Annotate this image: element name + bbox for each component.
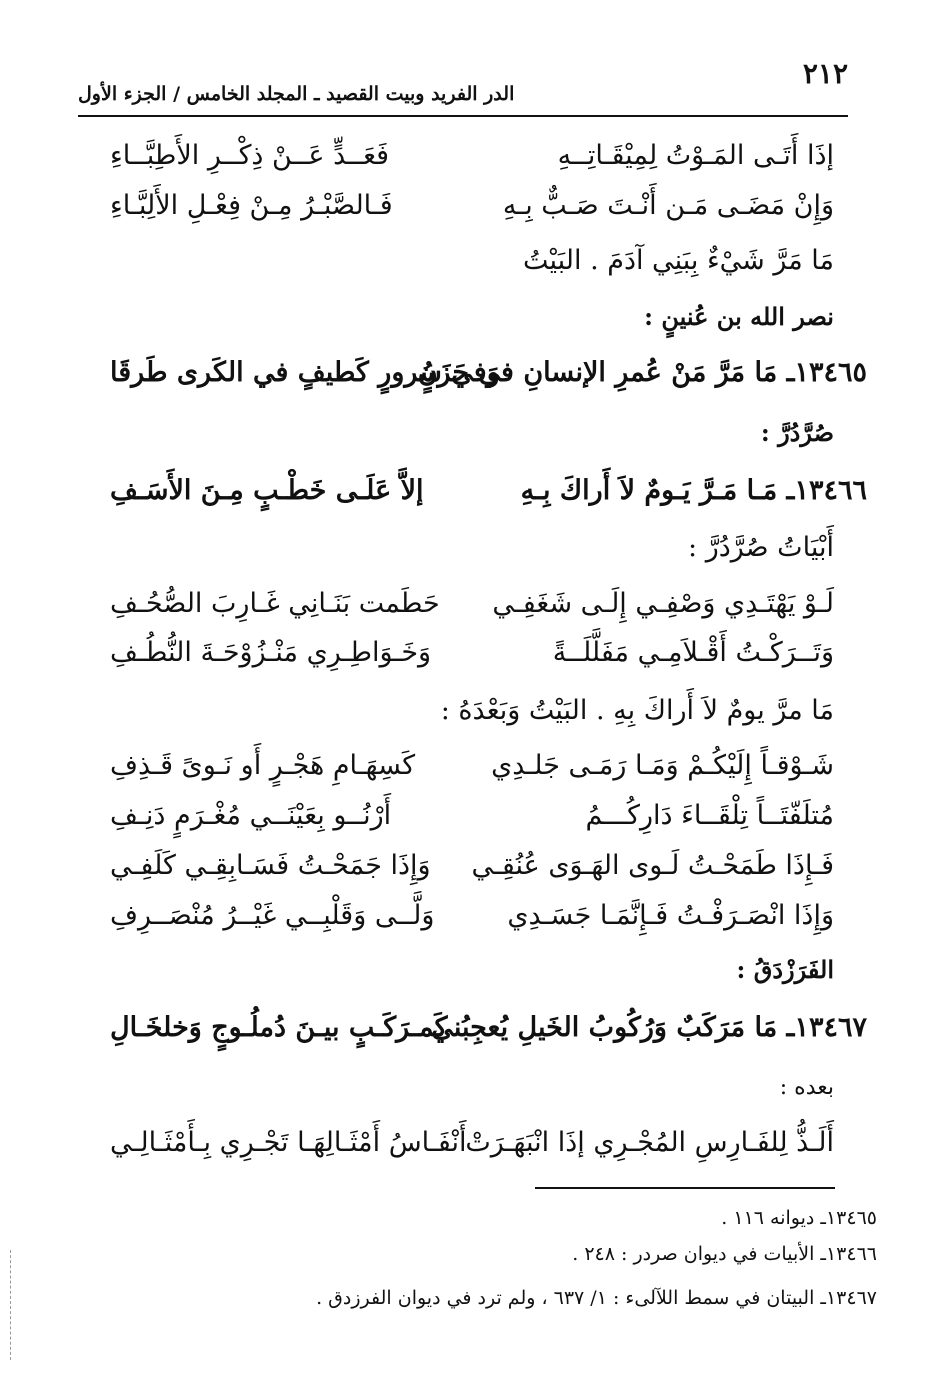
baadahu-label: بعده : <box>779 1075 834 1100</box>
baad-3-right: فَـإِذَا طَمَحْـتُ لَـوى الهَـوَى عُنُقِـي <box>471 850 834 881</box>
verse-3-line: مَا مَرَّ شَيْءٌ بِبَنِي آدَمَ . البَيْتُ <box>522 245 834 276</box>
verse-13466-right: ١٣٤٦٦ـ مَـا مَـرَّ يَـومٌ لاَ أَراكَ بِـهِ <box>520 475 867 506</box>
verse-13465-right: ١٣٤٦٥ـ مَا مَرَّ مَنْ عُمرِ الإنسانِ في حَزَنٍ <box>417 357 867 388</box>
verse-13467-right: ١٣٤٦٧ـ مَا مَرَكَبٌ وَرُكُوبُ الخَيلِ يُعجِبُني <box>431 1012 867 1043</box>
abyat-2-left: وَخَـوَاطِـرِي مَنْـزُوْحَـةَ النُّطُـفِ <box>110 637 432 668</box>
verse-1-right: إذَا أَتَـى المَـوْتُ لِمِيْقَـاتِــهِ <box>557 140 834 171</box>
baad-1-left: كَسِهَـامِ هَجْـرٍ أَو نَـوىً قَـذِفِ <box>110 750 416 781</box>
baad-1-right: شَـوْقـاً إِلَيْكُـمْ وَمَـا رَمَـى جَلـدِي <box>491 750 834 781</box>
footnote-13465: ١٣٤٦٥ـ ديوانه ١١٦ . <box>721 1207 877 1229</box>
page-number: ٢١٢ <box>802 57 848 90</box>
poet-heading-3: الفَرَزْدَقُ : <box>736 955 834 984</box>
page-header <box>78 55 848 117</box>
running-title: الدر الفريد وبيت القصيد ـ المجلد الخامس / الجزء الأول <box>78 83 515 105</box>
footnote-divider <box>535 1187 835 1189</box>
last-verse-left: أَنْفَـاسُ أَمْثَـالِهَـا تَجْـرِي بِـأَمْثَـالِـي <box>110 1127 467 1158</box>
abyat-2-right: وَتَــرَكْـتُ أَقْـلاَمِـي مَفَلَّلَــةً <box>552 637 834 668</box>
verse-13467-left: كَمـرَكَـبٍ بيـنَ دُملُـوجٍ وَخلخَـالِ <box>110 1012 448 1043</box>
baad-4-left: وَلَّــى وَقَلْبِــي غَيْــرُ مُنْصَــرِفِ <box>110 900 435 931</box>
verse-2-left: فَـالصَّبْـرُ مِـنْ فِعْـلِ الأَلِبَّـاءِ <box>110 190 393 221</box>
poet-heading-1: نصر الله بن عُنينٍ : <box>644 302 834 331</box>
abyat-intro: أَبْيَاتُ صُرَّدُرَّ : <box>688 532 834 563</box>
verse-13465-left: وَفي سُرورٍ كَطيفٍ في الكَرى طَرقَا <box>110 357 500 388</box>
verse-1-left: فَعَــدٍّ عَــنْ ذِكْــرِ الأَطِبَّــاءِ <box>110 140 390 171</box>
baad-2-left: أَرْنُــو بِعَيْنَــي مُغْـرَمٍ دَنِـفِ <box>110 800 392 831</box>
poet-heading-2: صُرَّدُرَّ : <box>760 418 834 447</box>
baad-4-right: وَإِذَا انْصَـرَفْـتُ فَـإِنَّمَـا جَسَـدِي <box>507 900 834 931</box>
footnote-13467: ١٣٤٦٧ـ البيتان في سمط اللآلىء : ١/ ٦٣٧ ، ولم ترد في ديوان الفرزدق . <box>316 1287 877 1309</box>
abyat-1-right: لَـوْ يَهْتَـدِي وَصْفِـي إِلَـى شَغَفِـي <box>492 588 834 619</box>
baad-2-right: مُتلَفّتَــاً تِلْقَــاءَ دَارِكُـــمُ <box>585 800 834 831</box>
footnote-13466: ١٣٤٦٦ـ الأبيات في ديوان صردر : ٢٤٨ . <box>572 1243 877 1265</box>
baad-3-left: وَإِذَا جَمَحْـتُ فَسَـابِقِـي كَلَفِـي <box>110 850 431 881</box>
abyat-1-left: حَطَمت بَنَـانِي غَـارِبَ الصُّحُـفِ <box>110 588 440 619</box>
verse-2-right: وَإِنْ مَضَـى مَـن أَنْـتَ صَـبٌّ بِـهِ <box>502 190 834 221</box>
abyat-mid-line: مَا مرَّ يومٌ لاَ أَراكَ بِهِ . البَيْتُ وَبَعْدَهُ : <box>440 695 834 726</box>
verse-13466-left: إلاَّ عَلَـى خَطْـبٍ مِـنَ الأَسَـفِ <box>110 475 424 506</box>
scan-edge-mark <box>10 1250 13 1360</box>
last-verse-right: أَلَـذُّ لِلفَـارِسِ المُجْـرِي إذَا انْبَهَـرَتْ <box>465 1127 834 1158</box>
